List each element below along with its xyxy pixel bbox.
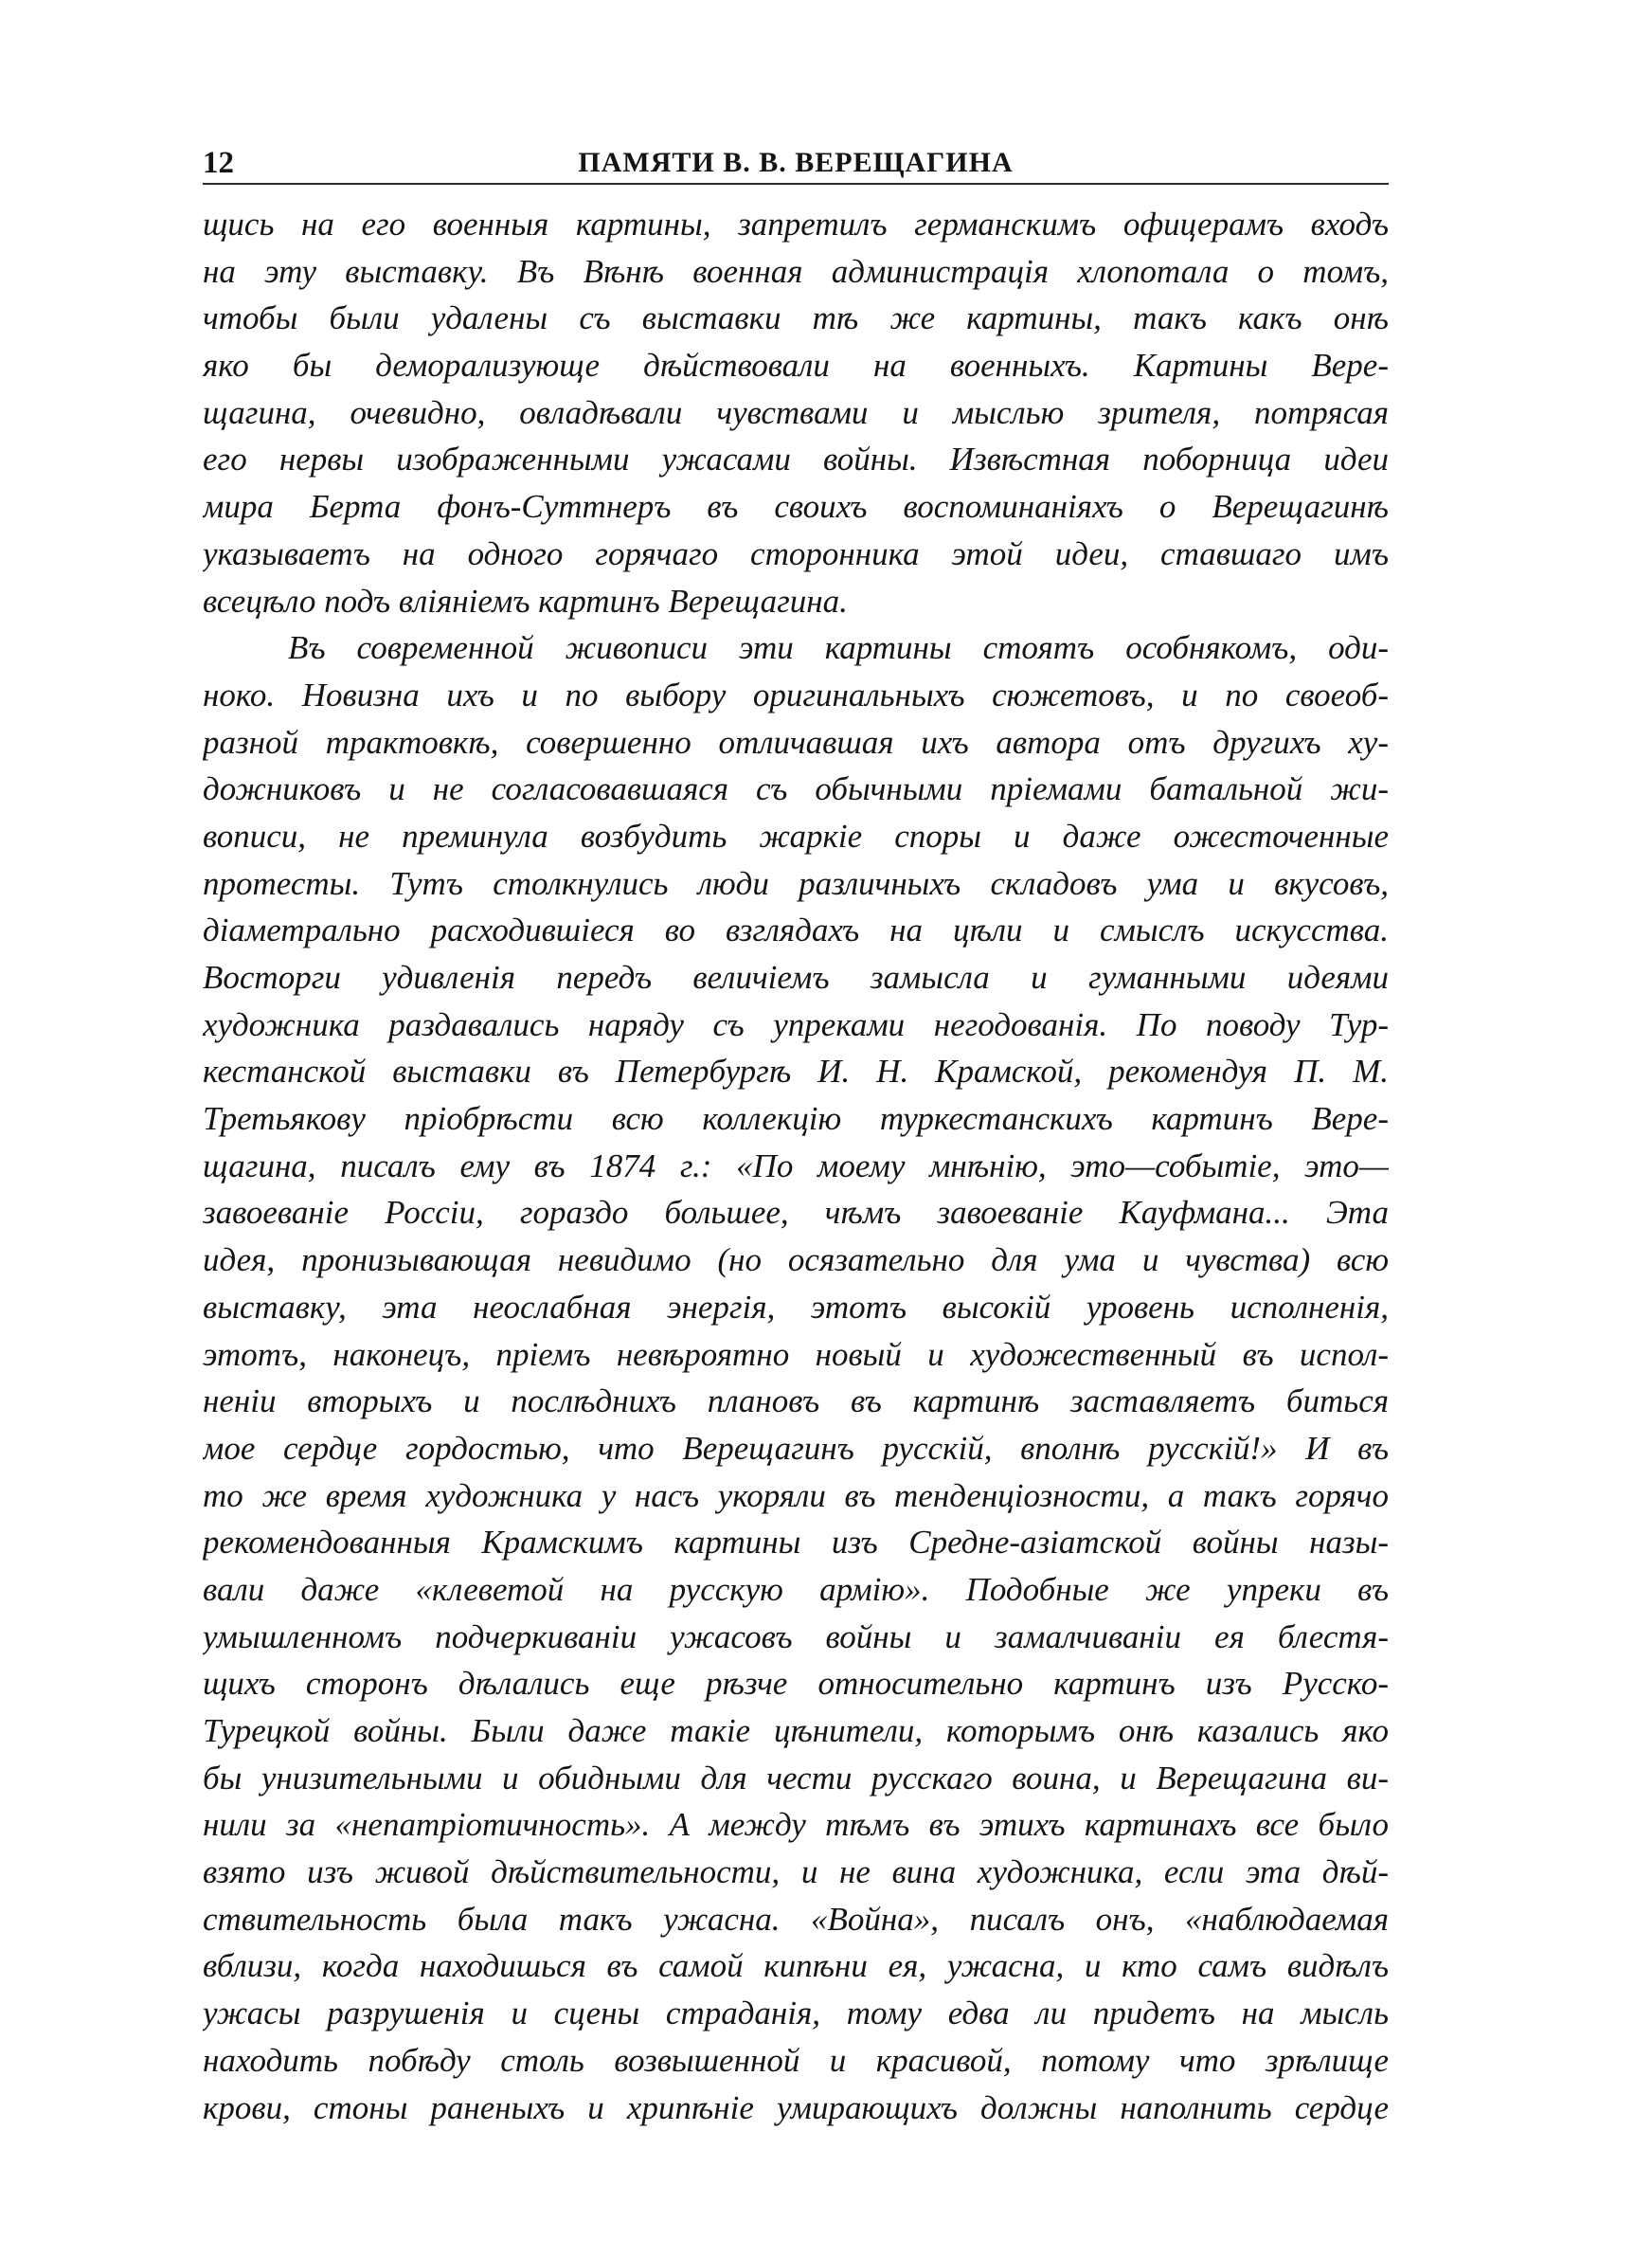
text-line: вблизи, когда находишься въ самой кипѣни ея, ужасна, и кто самъ видѣлъ bbox=[203, 1947, 1389, 1985]
body-text bbox=[203, 201, 1389, 2131]
text-line: крови, стоны раненыхъ и хрипѣніе умирающихъ должны наполнить сердце bbox=[203, 2088, 1389, 2126]
text-line: его нервы изображенными ужасами войны. Извѣстная поборница идеи bbox=[203, 441, 1389, 478]
header-rule bbox=[203, 183, 1389, 185]
paragraph-start-line: Въ современной живописи эти картины стоятъ особнякомъ, оди- bbox=[288, 629, 1389, 667]
text-line: художника раздавались наряду съ упреками негодованія. По поводу Тур- bbox=[203, 1005, 1389, 1043]
text-line: на эту выставку. Въ Вѣнѣ военная администрація хлопотала о томъ, bbox=[203, 252, 1389, 290]
running-title: ПАМЯТИ В. В. ВЕРЕЩАГИНА bbox=[578, 147, 1014, 178]
text-line: дожниковъ и не согласовавшаяся съ обычными пріемами батальной жи- bbox=[203, 770, 1389, 808]
text-line: неніи вторыхъ и послѣднихъ плановъ въ картинѣ заставляетъ биться bbox=[203, 1382, 1389, 1420]
text-line: щагина, очевидно, овладѣвали чувствами и мыслью зрителя, потрясая bbox=[203, 393, 1389, 431]
text-line: вописи, не преминула возбудить жаркіе споры и даже ожесточенные bbox=[203, 817, 1389, 855]
text-line: щихъ сторонъ дѣлались еще рѣзче относительно картинъ изъ Русско- bbox=[203, 1665, 1389, 1703]
text-line: завоеваніе Россіи, гораздо большее, чѣмъ завоеваніе Кауфмана... Эта bbox=[203, 1194, 1389, 1232]
text-line: ужасы разрушенія и сцены страданія, тому едва ли придетъ на мысль bbox=[203, 1995, 1389, 2032]
text-line: діаметрально расходившіеся во взглядахъ на цѣли и смыслъ искусства. bbox=[203, 912, 1389, 949]
text-line: рекомендованныя Крамскимъ картины изъ Средне-азіатской войны назы- bbox=[203, 1524, 1389, 1562]
text-line: яко бы деморализующе дѣйствовали на военныхъ. Картины Вере- bbox=[203, 347, 1389, 385]
text-line: находить побѣду столь возвышенной и красивой, потому что зрѣлище bbox=[203, 2041, 1389, 2079]
text-line: ноко. Новизна ихъ и по выбору оригинальныхъ сюжетовъ, и по своеоб- bbox=[203, 676, 1389, 713]
text-line: Восторги удивленія передъ величіемъ замысла и гуманными идеями bbox=[203, 959, 1389, 996]
text-line: разной трактовкѣ, совершенно отличавшая ихъ автора отъ другихъ ху- bbox=[203, 723, 1389, 761]
text-line: умышленномъ подчеркиваніи ужасовъ войны и замалчиваніи ея блестя- bbox=[203, 1617, 1389, 1655]
text-line: Турецкой войны. Были даже такіе цѣнители, которымъ онѣ казались яко bbox=[203, 1712, 1389, 1749]
text-line: мое сердце гордостью, что Верещагинъ русскій, вполнѣ русскій!» И въ bbox=[203, 1429, 1389, 1467]
text-line: вали даже «клеветой на русскую армію». Подобные же упреки въ bbox=[203, 1570, 1389, 1608]
text-line: мира Берта фонъ-Суттнеръ въ своихъ воспоминаніяхъ о Верещагинѣ bbox=[203, 488, 1389, 526]
text-line: щагина, писалъ ему въ 1874 г.: «По моему мнѣнію, это—событіе, это— bbox=[203, 1147, 1389, 1184]
text-line: протесты. Тутъ столкнулись люди различныхъ складовъ ума и вкусовъ, bbox=[203, 864, 1389, 902]
text-line: щись на его военныя картины, запретилъ германскимъ офицерамъ входъ bbox=[203, 206, 1389, 243]
text-line: бы унизительными и обидными для чести русскаго воина, и Верещагина ви- bbox=[203, 1759, 1389, 1797]
text-line: выставку, эта неослабная энергія, этотъ высокій уровень исполненія, bbox=[203, 1288, 1389, 1326]
text-line: то же время художника у насъ укоряли въ тенденціозности, а такъ горячо bbox=[203, 1476, 1389, 1514]
running-head bbox=[203, 142, 1389, 184]
text-line: взято изъ живой дѣйствительности, и не вина художника, если эта дѣй- bbox=[203, 1853, 1389, 1891]
text-line: чтобы были удалены съ выставки тѣ же картины, такъ какъ онѣ bbox=[203, 299, 1389, 337]
text-line: кестанской выставки въ Петербургѣ И. Н. Крамской, рекомендуя П. М. bbox=[203, 1053, 1389, 1091]
text-line: идея, пронизывающая невидимо (но осязательно для ума и чувства) всю bbox=[203, 1241, 1389, 1279]
page-number: 12 bbox=[203, 146, 234, 180]
text-line: этотъ, наконецъ, пріемъ невѣроятно новый и художественный въ испол- bbox=[203, 1335, 1389, 1373]
text-line: ствительность была такъ ужасна. «Война», писалъ онъ, «наблюдаемая bbox=[203, 1900, 1389, 1938]
text-line: нили за «непатріотичность». А между тѣмъ въ этихъ картинахъ все было bbox=[203, 1806, 1389, 1844]
text-line: Третьякову пріобрѣсти всю коллекцію туркестанскихъ картинъ Вере- bbox=[203, 1100, 1389, 1138]
paragraph-end-line: всецѣло подъ вліяніемъ картинъ Верещагина. bbox=[203, 582, 848, 620]
text-line: указываетъ на одного горячаго сторонника этой идеи, ставшаго имъ bbox=[203, 534, 1389, 572]
